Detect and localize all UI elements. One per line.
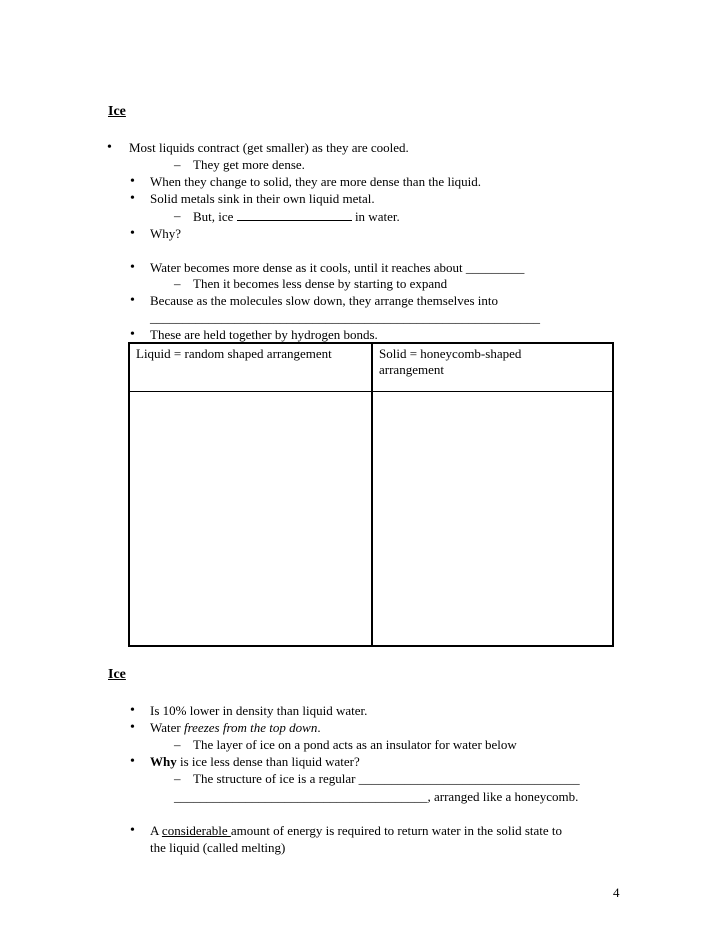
italic-text: freezes from the top down [183, 720, 318, 735]
blank-line [237, 208, 352, 221]
list-item: Because as the molecules slow down, they arrange themselves into [150, 293, 499, 308]
list-item: Then it becomes less dense by starting to expand [193, 276, 448, 291]
text: is ice less dense than liquid water? [176, 754, 360, 769]
bullet: • [107, 140, 112, 155]
section-heading-ice-2: Ice [108, 667, 126, 682]
list-item: They get more dense. [193, 157, 305, 172]
bullet: • [130, 174, 135, 189]
text: amount of energy is required to return water in the solid state to [230, 823, 563, 838]
table-divider-horizontal [130, 391, 612, 392]
text: . [317, 720, 321, 735]
list-item [193, 208, 400, 225]
text: arranged like a honeycomb. [430, 789, 579, 804]
list-item [150, 823, 562, 839]
bullet: • [130, 823, 135, 838]
underlined-text: considerable [161, 823, 231, 838]
bullet: • [130, 327, 135, 342]
list-item: Most liquids contract (get smaller) as they are cooled. [129, 140, 409, 155]
page-number: 4 [613, 885, 620, 900]
list-item: Solid metals sink in their own liquid metal. [150, 191, 375, 206]
bullet: • [130, 191, 135, 206]
list-item [174, 789, 578, 805]
list-item: The layer of ice on a pond acts as an insulator for water below [193, 737, 517, 752]
dash: – [174, 737, 181, 752]
list-item: When they change to solid, they are more dense than the liquid. [150, 174, 482, 189]
bullet: • [130, 703, 135, 718]
text: But, ice [193, 209, 234, 224]
bullet: • [130, 260, 135, 275]
table-header-liquid: Liquid = random shaped arrangement [136, 346, 332, 361]
dash: – [174, 208, 181, 223]
dash: – [174, 157, 181, 172]
dash: – [174, 276, 181, 291]
section-heading-ice-1: Ice [108, 104, 126, 119]
text: in water. [354, 209, 400, 224]
list-item-continuation: the liquid (called melting) [150, 840, 286, 855]
list-item [150, 720, 321, 736]
table-divider-vertical [371, 344, 373, 645]
blank-line-text: ____________________________________________________________ [150, 310, 540, 325]
text: Water [150, 720, 184, 735]
bullet: • [130, 720, 135, 735]
list-item: Is 10% lower in density than liquid water. [150, 703, 368, 718]
bullet: • [130, 226, 135, 241]
dash: – [174, 771, 181, 786]
table-header-solid-line1: Solid = honeycomb-shaped [379, 346, 522, 361]
bullet: • [130, 754, 135, 769]
list-item: These are held together by hydrogen bonds. [150, 327, 378, 342]
list-item: Why? [150, 226, 182, 241]
text: _______________________________________ [174, 789, 428, 804]
bullet: • [130, 293, 135, 308]
text: A [150, 823, 162, 838]
list-item: Water becomes more dense as it cools, until it reaches about _________ [150, 260, 525, 275]
comparison-table [128, 342, 614, 647]
list-item [150, 754, 360, 770]
bold-text: Why [150, 754, 177, 769]
list-item: The structure of ice is a regular __________________________________ [193, 771, 580, 786]
table-header-solid-line2: arrangement [379, 362, 444, 377]
italic-text: , [427, 789, 431, 804]
